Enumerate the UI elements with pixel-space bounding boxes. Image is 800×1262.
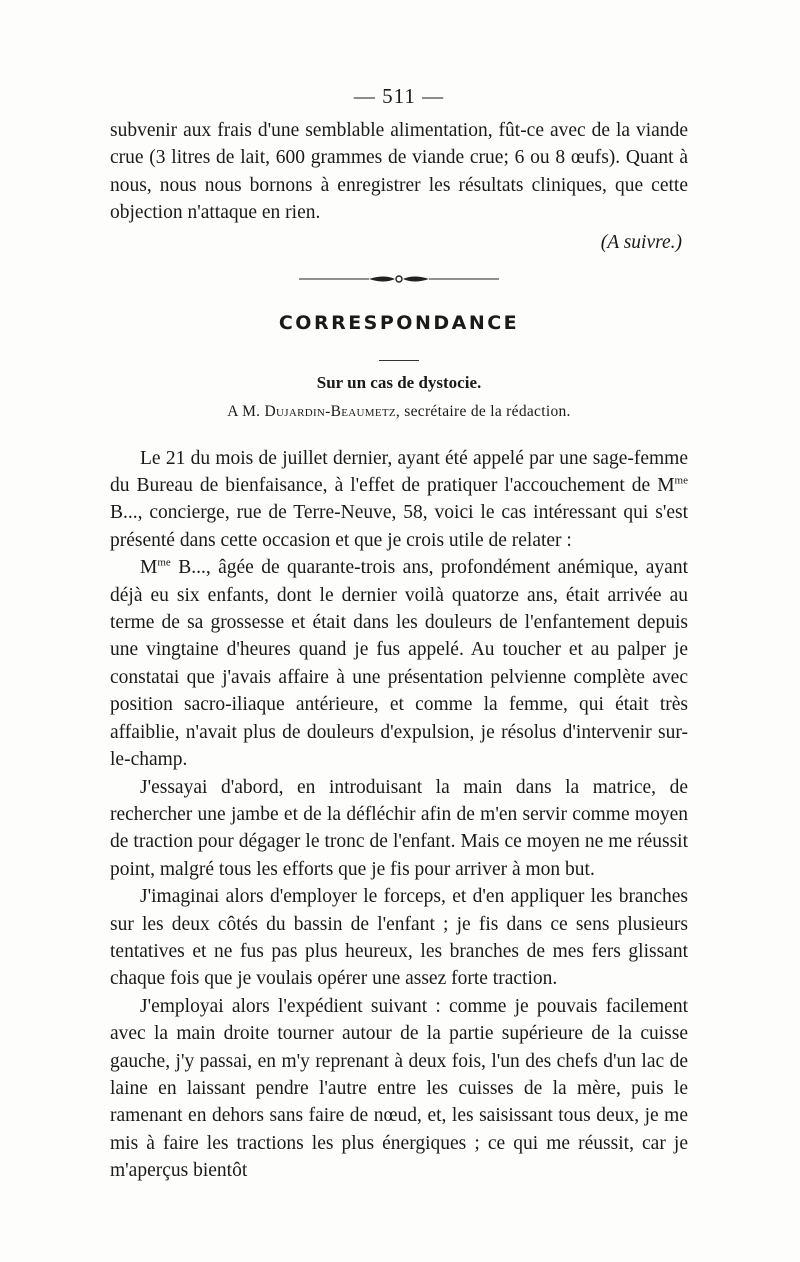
paragraph-text: Le 21 du mois de juillet dernier, ayant été appelé par une sage-femme du Bureau de bienfaisance, à l'effet de pratiquer l'accouchement de M bbox=[110, 447, 688, 497]
addressee-prefix: A M. bbox=[227, 402, 265, 420]
paragraph-text: J'employai alors l'expédient suivant : comme je pouvais facilement avec la main droite tourner autour de la partie supérieure de la cuisse gauche, j'y passai, en m'y reprenant à deux fois, l'un des chefs d'un lac de laine en laissant pendre l'autre entre les cuisses de la mère, puis le ramenant en dehors sans faire de nœud, et, les saisissant tous deux, je me mis à faire les tractions les plus énergiques ; ce qui me réussit, car je m'aperçus bientôt bbox=[110, 995, 688, 1182]
superscript: me bbox=[157, 556, 171, 569]
body-paragraph-3 bbox=[110, 774, 688, 884]
section-divider-ornament bbox=[110, 272, 688, 286]
body-paragraph-4 bbox=[110, 883, 688, 993]
body-paragraph-5 bbox=[110, 993, 688, 1185]
section-title: CORRESPONDANCE bbox=[278, 311, 520, 334]
paragraph-text: B..., âgée de quarante-trois ans, profondément anémique, ayant déjà eu six enfants, dont le dernier voilà quatorze ans, était arrivée au terme de sa grossesse et était dans les douleurs de l'enfantement depuis une vingtaine d'heures quand je fus appelé. Au toucher et au palper je constatai que j'avais affaire à une présentation pelvienne complète avec position sacro-iliaque antérieure, et comme la femme, qui était très affaiblie, n'avait plus de douleurs d'expulsion, je résolus d'intervenir sur-le-champ. bbox=[110, 557, 688, 771]
paragraph-text: B..., concierge, rue de Terre-Neuve, 58, voici le cas intéressant qui s'est présenté dans cette occasion et que je crois utile de relater : bbox=[110, 502, 688, 551]
letter-body bbox=[110, 445, 688, 1185]
to-be-continued-note: (A suivre.) bbox=[600, 231, 682, 253]
article-title: Sur un cas de dystocie. bbox=[316, 372, 482, 392]
paragraph-text: J'essayai d'abord, en introduisant la main dans la matrice, de rechercher une jambe et de la défléchir afin de m'en servir comme moyen de traction pour dégager le tronc de l'enfant. Mais ce moyen ne me réussit point, malgré tous les efforts que je fis pour arriver à mon but. bbox=[110, 776, 688, 880]
body-paragraph-2 bbox=[110, 554, 688, 773]
page-number: — 511 — bbox=[353, 84, 445, 108]
addressee-name: Dujardin-Beaumetz bbox=[264, 402, 396, 420]
intro-paragraph: subvenir aux frais d'une semblable alimentation, fût-ce avec de la viande crue (3 litres de lait, 600 grammes de viande crue; 6 ou 8 œufs). Quant à nous, nous nous bornons à enregistrer les résultats cliniques, que cette objection n'attaque en rien. bbox=[110, 120, 688, 224]
paragraph-text: J'imaginai alors d'employer le forceps, et d'en appliquer les branches sur les deux côtés du bassin de l'enfant ; je fis dans ce sens plusieurs tentatives et ne fus pas plus heureux, les branches de mes fers glissant chaque fois que je voulais opérer une assez forte traction. bbox=[110, 886, 688, 990]
document-page bbox=[110, 84, 688, 1185]
addressee-line bbox=[110, 403, 688, 421]
addressee-suffix: , secrétaire de la rédaction. bbox=[395, 402, 571, 420]
ornament-icon bbox=[299, 272, 499, 286]
title-rule bbox=[379, 360, 419, 361]
superscript: me bbox=[674, 474, 688, 487]
paragraph-text: M bbox=[140, 557, 158, 579]
body-paragraph-1 bbox=[110, 445, 688, 555]
